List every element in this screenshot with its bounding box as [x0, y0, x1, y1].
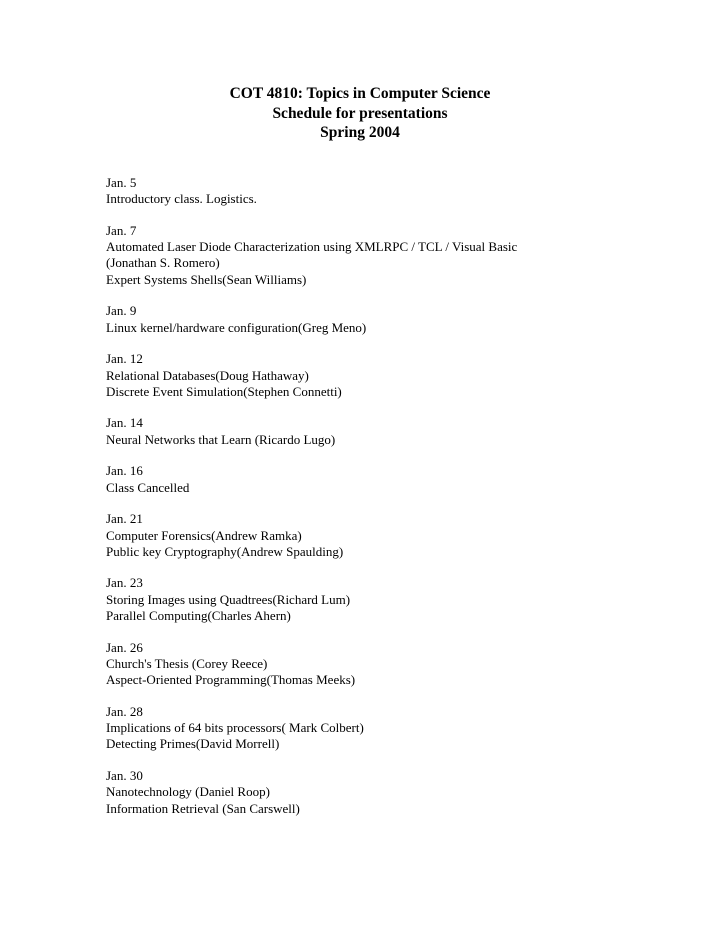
entry-topic: Neural Networks that Learn (Ricardo Lugo): [106, 431, 336, 447]
entry-topic: Parallel Computing(Charles Ahern): [106, 608, 291, 624]
entry-topic: Expert Systems Shells(Sean Williams): [106, 271, 307, 287]
schedule-entry: [106, 175, 696, 208]
entry-topic: Implications of 64 bits processors( Mark Colbert): [106, 720, 364, 736]
entry-date: Jan. 7: [106, 222, 137, 238]
entry-date: Jan. 21: [106, 511, 143, 527]
entry-topic: Public key Cryptography(Andrew Spaulding): [106, 543, 344, 559]
entry-topic: Introductory class. Logistics.: [106, 191, 257, 207]
entry-topic: Aspect-Oriented Programming(Thomas Meeks): [106, 672, 356, 688]
entry-topic: (Jonathan S. Romero): [106, 255, 220, 271]
schedule-entry: [106, 303, 696, 336]
entry-date: Jan. 30: [106, 767, 143, 783]
entry-topic: Storing Images using Quadtrees(Richard Lum): [106, 591, 351, 607]
entry-date: Jan. 26: [106, 639, 143, 655]
schedule-entry: [106, 640, 696, 689]
entry-topic: Detecting Primes(David Morrell): [106, 736, 280, 752]
entry-topic: Class Cancelled: [106, 479, 190, 495]
entry-date: Jan. 5: [106, 175, 137, 190]
schedule-entry: [106, 575, 696, 624]
schedule-entry: [106, 463, 696, 496]
document-title: [0, 84, 720, 143]
entry-topic: Automated Laser Diode Characterization using XMLRPC / TCL / Visual Basic: [106, 239, 518, 255]
schedule-entry: [106, 415, 696, 448]
schedule-entry: [106, 768, 696, 817]
entry-topic: Information Retrieval (San Carswell): [106, 800, 300, 816]
entry-date: Jan. 12: [106, 351, 143, 367]
entry-topic: Linux kernel/hardware configuration(Greg Meno): [106, 319, 367, 335]
schedule-subtitle: Schedule for presentations: [272, 104, 448, 122]
schedule-list: [106, 175, 696, 832]
entry-date: Jan. 16: [106, 463, 143, 479]
entry-date: Jan. 9: [106, 303, 137, 319]
entry-topic: Discrete Event Simulation(Stephen Connetti): [106, 383, 342, 399]
entry-date: Jan. 14: [106, 415, 143, 431]
semester-title: Spring 2004: [320, 124, 400, 141]
course-title: COT 4810: Topics in Computer Science: [229, 85, 491, 102]
entry-topic: Computer Forensics(Andrew Ramka): [106, 527, 302, 543]
schedule-entry: [106, 351, 696, 400]
entry-topic: Nanotechnology (Daniel Roop): [106, 784, 270, 800]
schedule-entry: [106, 704, 696, 753]
entry-date: Jan. 28: [106, 703, 143, 719]
entry-date: Jan. 23: [106, 575, 143, 591]
schedule-entry: [106, 511, 696, 560]
schedule-entry: [106, 223, 696, 288]
entry-topic: Relational Databases(Doug Hathaway): [106, 367, 309, 383]
entry-topic: Church's Thesis (Corey Reece): [106, 655, 268, 671]
